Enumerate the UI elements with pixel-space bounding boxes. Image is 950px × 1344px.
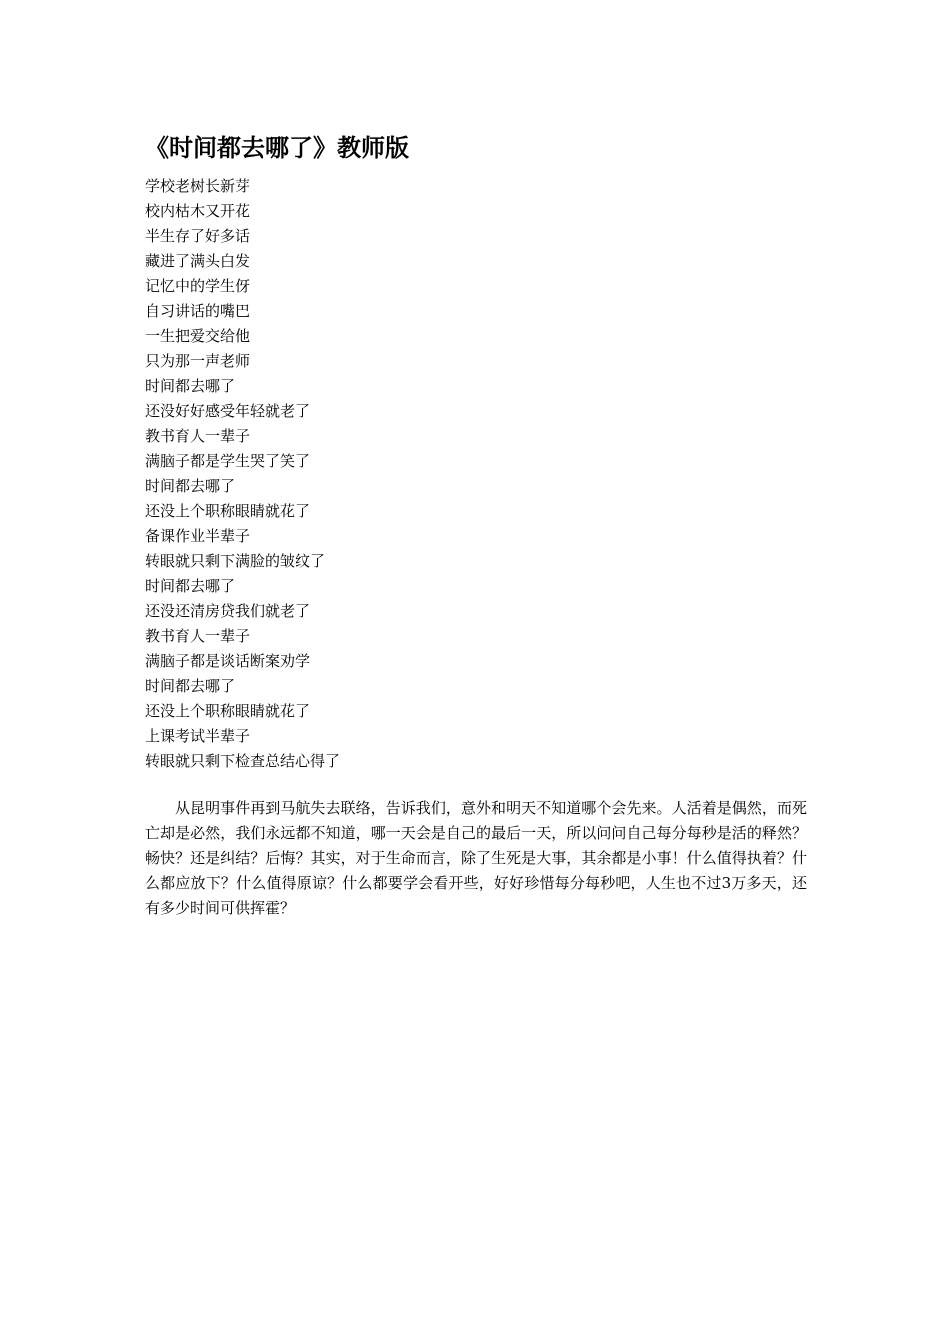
document-title: 《时间都去哪了》教师版 [145,133,409,162]
lyrics-list [145,174,545,774]
lyric-line: 备课作业半辈子 [145,527,251,545]
lyric-line: 还没好好感受年轻就老了 [145,402,311,420]
lyric-line: 校内枯木又开花 [145,202,251,220]
lyric-line: 还没还清房贷我们就老了 [145,602,311,620]
lyric-line: 转眼就只剩下满脸的皱纹了 [145,552,326,570]
lyric-line: 时间都去哪了 [145,577,236,595]
lyric-line: 还没上个职称眼睛就花了 [145,702,311,720]
body-paragraph: 从昆明事件再到马航失去联络，告诉我们，意外和明天不知道哪个会先来。人活着是偶然，而死亡却是必然，我们永远都不知道，哪一天会是自己的最后一天，所以问问自己每分每秒是活的释然？畅快？还是纠结？后悔？其实，对于生命而言，除了生死是大事，其余都是小事！什么值得执着？什么都应放下？什么值得原谅？什么都要学会看开些，好好珍惜每分每秒吧，人生也不过3万多天，还有多少时间可供挥霍？ [145,799,807,917]
lyric-line: 一生把爱交给他 [145,327,251,345]
lyric-line: 自习讲话的嘴巴 [145,302,251,320]
lyric-line: 只为那一声老师 [145,352,251,370]
lyric-line: 教书育人一辈子 [145,427,251,445]
lyric-line: 时间都去哪了 [145,377,236,395]
lyric-line: 记忆中的学生伢 [145,277,251,295]
lyric-line: 转眼就只剩下检查总结心得了 [145,752,341,770]
lyric-line: 藏进了满头白发 [145,252,251,270]
lyric-line: 还没上个职称眼睛就花了 [145,502,311,520]
lyric-line: 学校老树长新芽 [145,177,251,195]
lyric-line: 教书育人一辈子 [145,627,251,645]
lyric-line: 时间都去哪了 [145,477,236,495]
lyric-line: 时间都去哪了 [145,677,236,695]
lyric-line: 满脑子都是学生哭了笑了 [145,452,311,470]
lyric-line: 半生存了好多话 [145,227,251,245]
lyric-line: 上课考试半辈子 [145,727,251,745]
lyric-line: 满脑子都是谈话断案劝学 [145,652,311,670]
